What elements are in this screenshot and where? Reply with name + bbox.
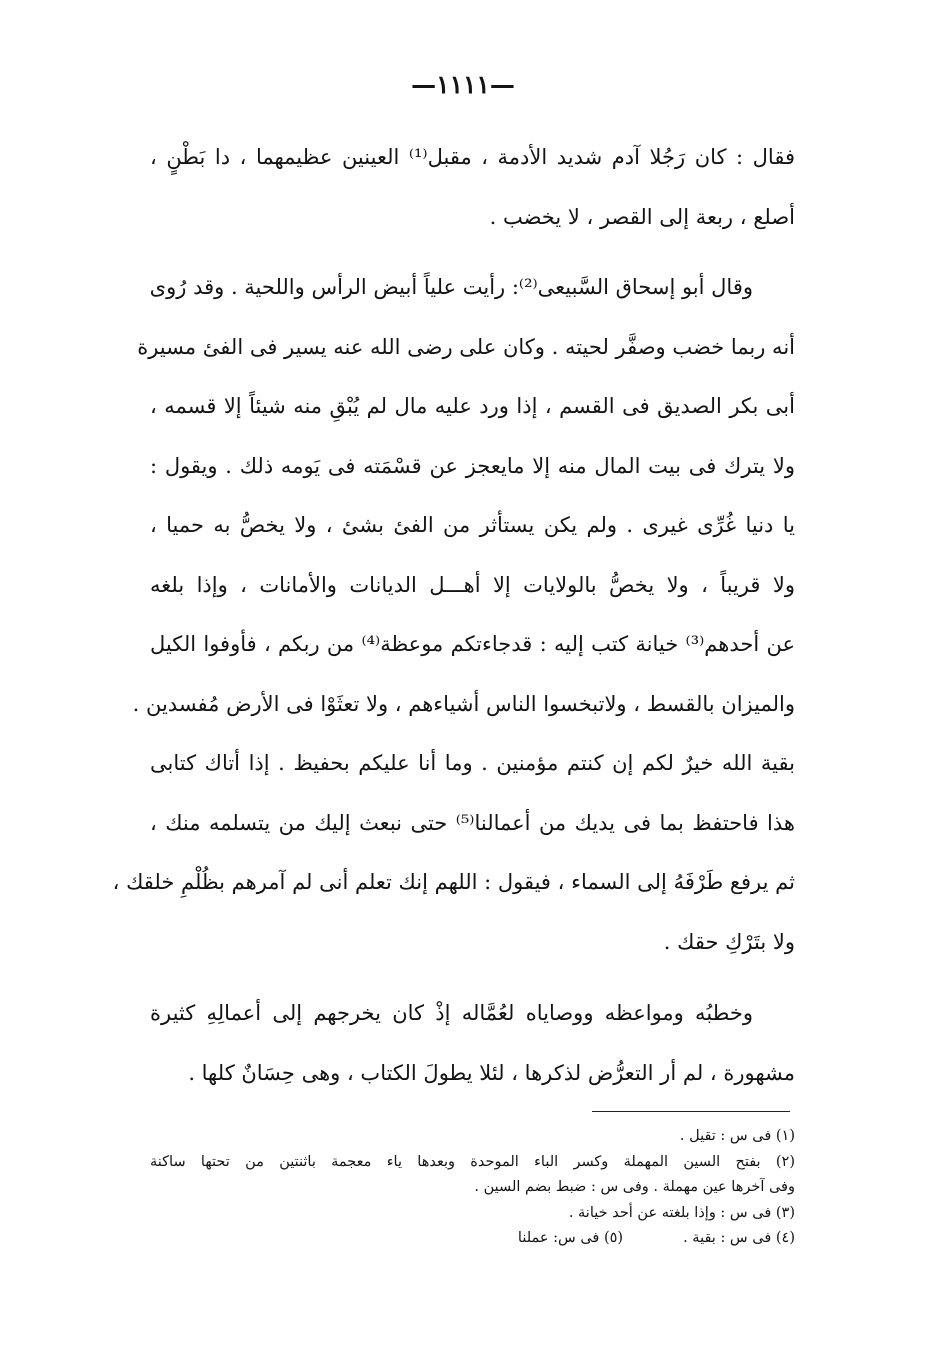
page-number: —١١١١— xyxy=(411,70,515,99)
text-line: بقية الله خيرٌ لكم إن كنتم مؤمنين . وما أنا عليكم بحفيظ . إذا أتاك كتابى xyxy=(150,751,795,775)
text-line: عن أحدهم⁽³⁾ خيانة كتب إليه : قدجاءتكم موعظة⁽⁴⁾ من ربكم ، فأوفوا الكيل xyxy=(150,632,795,656)
text-line: ولا قريباً ، ولا يخصُّ بالولايات إلا أهـــل الديانات والأمانات ، وإذا بلغه xyxy=(150,572,795,597)
footnote-5: (٥) فى س: عملنا xyxy=(517,1230,624,1246)
text-line: ولا يترك فى بيت المال منه إلا مايعجز عن قسْمَته فى يَومه ذلك . ويقول : xyxy=(150,453,795,478)
footnote-4: (٤) فى س : بقية . xyxy=(683,1230,795,1246)
paragraph-3 xyxy=(150,984,795,1103)
footnote-row-4-5 xyxy=(150,1226,795,1252)
footnote-2-continuation: وفى آخرها عين مهملة . وفى س : ضبط بضم السين . xyxy=(474,1179,795,1195)
text-line: أصلع ، ربعة إلى القصر ، لا يخضب . xyxy=(489,204,795,229)
text-line: ولا بتَرْكِ حقك . xyxy=(663,929,795,954)
text-line: هذا فاحتفظ بما فى يديك من أعمالنا⁽⁵⁾ حتى نبعث إليك من يتسلمه منك ، xyxy=(150,810,795,835)
footnotes xyxy=(150,1124,795,1252)
text-line: مشهورة ، لم أر التعرُّض لذكرها ، لئلا يطولَ الكتاب ، وهى حِسَانٌ كلها . xyxy=(188,1060,795,1085)
text-line: والميزان بالقسط ، ولاتبخسوا الناس أشياءهم ، ولا تعثَوْا فى الأرض مُفسدين . xyxy=(132,691,795,716)
footnote-1: (١) فى س : تقيل . xyxy=(679,1128,795,1144)
footnote-divider xyxy=(592,1111,790,1112)
text-line: أبى بكر الصديق فى القسم ، إذا ورد عليه مال لم يُبْقِ منه شيئاً إلا قسمه ، xyxy=(150,394,795,418)
paragraph-2 xyxy=(112,258,795,972)
text-line: ثم يرفع طَرْفَهُ إلى السماء ، فيقول : اللهم إنك تعلم أنى لم آمرهم بظُلْمِ خلقك ، xyxy=(112,870,795,894)
paragraph-1 xyxy=(150,128,795,247)
text-line: أنه ربما خضب وصفَّر لحيته . وكان على رضى الله عنه يسير فى الفئ مسيرة xyxy=(137,334,795,359)
text-line: وخطبُه ومواعظه ووصاياه لعُمَّاله إذْ كان يخرجهم إلى أعمالِهِ كثيرة xyxy=(150,1001,753,1025)
text-line: يا دنيا غُرِّى غيرى . ولم يكن يستأثر من الفئ بشئ ، ولا يخصُّ به حميا ، xyxy=(150,513,795,537)
footnote-3: (٣) فى س : وإذا بلغته عن أحد خيانة . xyxy=(568,1204,795,1221)
footnote-2: (٢) بفتح السين المهملة وكسر الباء الموحدة وبعدها ياء معجمة باثنتين من تحتها ساكنة xyxy=(150,1153,795,1170)
text-line: فقال : كان رَجُلا آدم شديد الأدمة ، مقبل⁽¹⁾ العينين عظيمهما ، دا بَطْنٍ ، xyxy=(150,145,795,169)
text-line: وقال أبو إسحاق السَّبيعى⁽²⁾: رأيت علياً أبيض الرأس واللحية . وقد رُوى xyxy=(149,275,753,299)
